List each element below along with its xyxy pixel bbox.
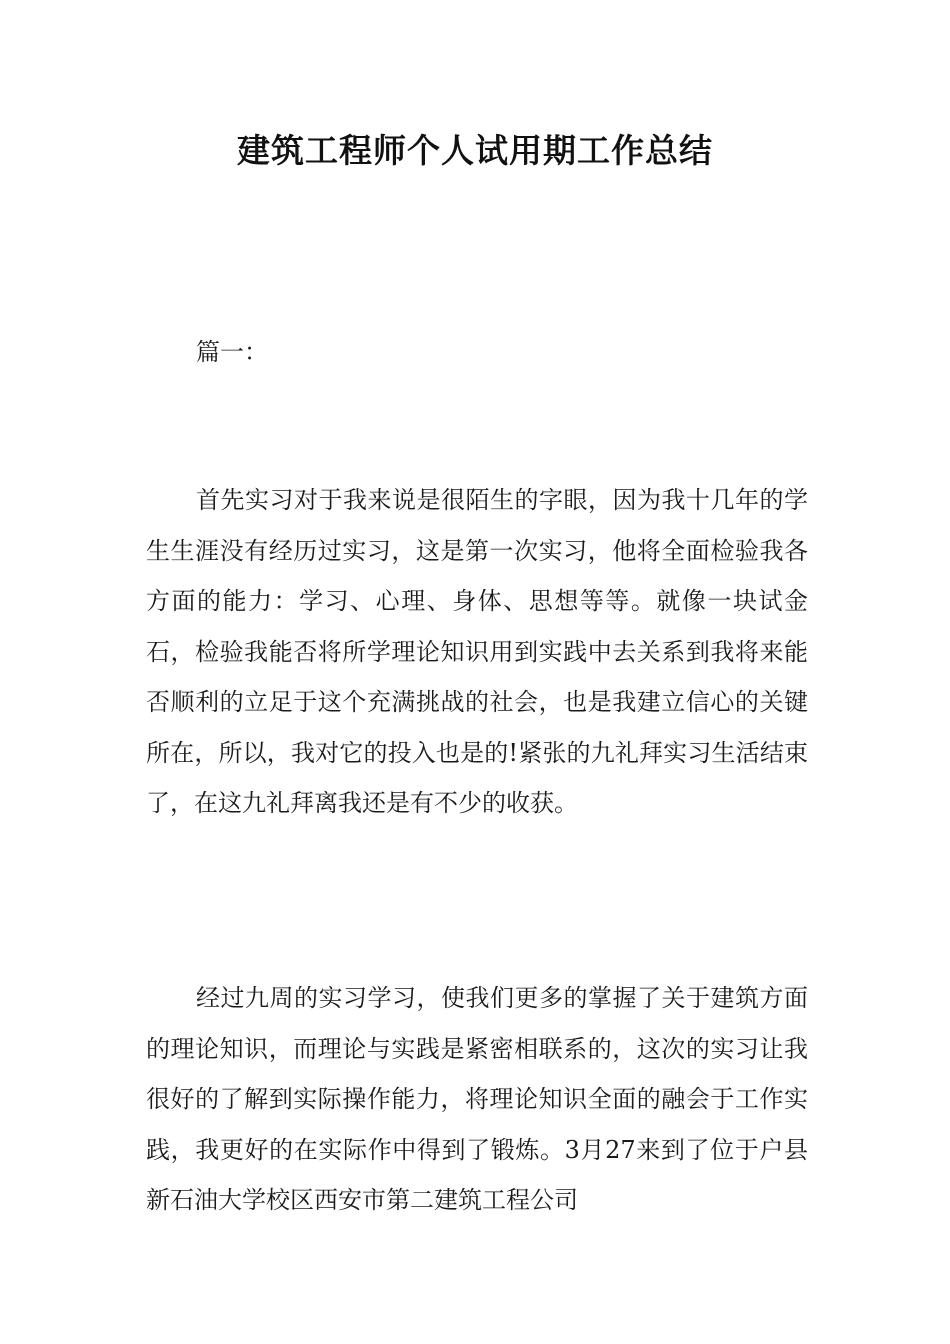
paragraph-2: 经过九周的实习学习，使我们更多的掌握了关于建筑方面的理论知识，而理论与实践是紧密相联系的，这次的实习让我很好的了解到实际操作能力，将理论知识全面的融会于工作实践，我更好的在实际作中得到了锻炼。3月27来到了位于户县新石油大学校区西安市第二建筑工程公司 — [146, 984, 808, 1214]
paragraph-1: 首先实习对于我来说是很陌生的字眼，因为我十几年的学生生涯没有经历过实习，这是第一次实习，他将全面检验我各方面的能力：学习、心理、身体、思想等等。就像一块试金石，检验我能否将所学理论知识用到实践中去关系到我将来能否顺利的立足于这个充满挑战的社会，也是我建立信心的关键所在，所以，我对它的投入也是的!紧张的九礼拜实习生活结束了，在这九礼拜离我还是有不少的收获。 — [146, 486, 808, 817]
document-title: 建筑工程师个人试用期工作总结 — [237, 131, 713, 170]
section-label: 篇一： — [196, 338, 268, 366]
